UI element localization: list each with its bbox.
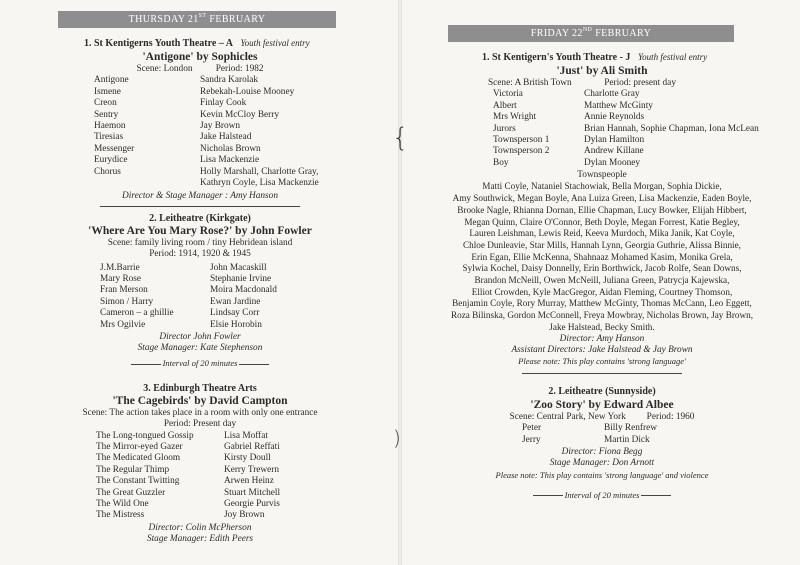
cast-actor: Kevin McCloy Berry	[200, 109, 280, 120]
townspeople-line: Amy Southwick, Megan Boyle, Ana Luiza Green, Lisa Mackenzie, Eaden Boyle,	[452, 193, 752, 204]
cast-actor: Lisa Moffat	[224, 430, 268, 441]
header-ordinal: ND	[582, 26, 593, 33]
cast-role: Creon	[94, 98, 117, 109]
cast-actor: Joy Brown	[224, 510, 265, 521]
cast-list	[493, 89, 772, 169]
cast-role: Boy	[493, 157, 509, 168]
cast-role: Cameron – a ghillie	[100, 308, 174, 319]
townspeople-line: Chloe Dunleavie, Star Mills, Hannah Lynn, Georgia Guthrie, Alissa Binnie,	[463, 239, 741, 250]
cast-role: The Great Guzzler	[96, 487, 166, 498]
townspeople-line: Benjamin Coyle, Rory Murray, Matthew McGinty, Thomas McCann, Leo Eggett,	[452, 298, 752, 309]
cast-role: Jerry	[522, 434, 541, 445]
section-divider	[100, 206, 300, 207]
cast-role: Messenger	[94, 143, 135, 154]
group-name: 1. St Kentigern's Youth Theatre - J	[482, 52, 631, 63]
cast-actor: Andrew Killane	[584, 146, 644, 157]
cast-role: Townsperson 1	[493, 135, 550, 146]
interval-notice	[432, 490, 772, 501]
scene-text: Scene: A British Town	[488, 78, 572, 89]
director-credit: Director: Amy Hanson	[559, 333, 645, 344]
scene-text: Scene: family living room / tiny Hebridean island	[107, 238, 293, 249]
divider-left	[533, 495, 563, 496]
cast-actor: Ewan Jardine	[210, 296, 261, 307]
interval-notice	[30, 358, 370, 369]
header-ordinal: ST	[198, 12, 207, 19]
cast-role: The Mirror-eyed Gazer	[96, 442, 183, 453]
cast-actor: Nicholas Brown	[200, 143, 261, 154]
friday-header	[448, 25, 734, 42]
play-title: 'Where Are You Mary Rose?' by John Fowler	[88, 225, 312, 238]
cast-actor: Kathryn Coyle, Lisa Mackenzie	[200, 178, 319, 189]
cast-actor: Kerry Trewern	[224, 464, 279, 475]
townspeople-line: Jake Halstead, Becky Smith.	[549, 321, 655, 332]
director-credit: Director & Stage Manager : Amy Hanson	[122, 191, 278, 202]
cast-actor: Martin Dick	[604, 434, 650, 445]
cast-actor: Gabriel Reffati	[224, 442, 280, 453]
cast-actor: Arwen Heinz	[224, 476, 274, 487]
period-text: Period: Present day	[163, 419, 237, 430]
cast-role: The Long-tongued Gossip	[96, 430, 194, 441]
director-credit: Director: Colin McPherson	[148, 522, 252, 533]
cast-actor: Finlay Cook	[200, 98, 247, 109]
scene-period	[30, 64, 370, 75]
cast-role: Fran Merson	[100, 285, 148, 296]
interval-text: Interval of 20 minutes	[162, 358, 238, 369]
cast-role: Peter	[522, 423, 542, 434]
header-month: FEBRUARY	[206, 14, 266, 25]
cast-role: Simon / Harry	[100, 296, 154, 307]
cast-list	[522, 423, 772, 446]
play-group	[66, 38, 370, 49]
period-text: Period: present day	[604, 78, 676, 89]
cast-role: Antigone	[94, 75, 129, 86]
play-group	[482, 52, 772, 63]
townspeople-line: Elliot Crowden, Kyle MacGregor, Aidan Fleming, Courtney Thomson,	[471, 286, 733, 297]
scene-period	[488, 78, 772, 89]
entry-note: Youth festival entry	[240, 38, 310, 48]
cast-actor: Lisa Mackenzie	[200, 155, 260, 166]
townspeople-line: Lauren Leishman, Lewis Reid, Keeva Murdoch, Mika Janik, Kat Coyle,	[469, 228, 735, 239]
cast-actor: Georgie Purvis	[224, 499, 280, 510]
scene-text: Scene: The action takes place in a room with only one entrance	[82, 408, 318, 419]
cast-role: The Medicated Gloom	[96, 453, 181, 464]
language-notice: Please note: This play contains 'strong language' and violence	[495, 469, 709, 480]
period-text: Period: 1982	[215, 64, 264, 75]
cast-role: Eurydice	[94, 155, 128, 166]
cast-role: Victoria	[493, 89, 523, 100]
townspeople-line: Erin Egan, Ellie McKenna, Shahnaaz Mohamed Kasim, Monika Grela,	[471, 251, 733, 262]
cast-list	[100, 263, 370, 331]
section-divider	[522, 373, 682, 374]
cast-role: The Constant Twitting	[96, 476, 180, 487]
play-group: 3. Edinburgh Theatre Arts	[143, 383, 257, 394]
divider-left	[131, 364, 161, 365]
scene-text: Scene: London	[136, 64, 193, 75]
cast-actor: Annie Reynolds	[584, 112, 645, 123]
cast-actor: Stuart Mitchell	[224, 487, 281, 498]
friday-play-2	[432, 386, 772, 501]
thursday-play-1	[30, 38, 370, 207]
thursday-play-2	[30, 213, 370, 370]
friday-play-1	[432, 52, 772, 374]
cast-role: Jurors	[493, 123, 516, 134]
cast-actor: Dylan Mooney	[584, 157, 641, 168]
cast-role: Albert	[493, 100, 517, 111]
cast-role: Mary Rose	[100, 274, 142, 285]
thursday-play-3	[20, 383, 380, 545]
cast-list	[94, 75, 370, 189]
cast-actor: Holly Marshall, Charlotte Gray,	[200, 166, 319, 177]
header-day: THURSDAY 21	[128, 14, 199, 25]
play-group: 2. Leitheatre (Kirkgate)	[149, 213, 251, 224]
cast-role: Townsperson 2	[493, 146, 550, 157]
play-group: 2. Leitheatre (Sunnyside)	[548, 386, 656, 397]
cast-role: Mrs Wright	[493, 112, 537, 123]
language-notice: Please note: This play contains 'strong language'	[518, 356, 686, 366]
cast-actor: Sandra Karolak	[200, 75, 259, 86]
townspeople-list	[432, 181, 772, 333]
cast-actor: Stephanie Irvine	[210, 274, 272, 285]
entry-note: Youth festival entry	[637, 52, 708, 62]
assistant-directors-credit: Assistant Directors: Jake Halstead & Jay Brown	[511, 344, 693, 355]
townspeople-line: Roza Bilinska, Gordon McConnell, Freya Mowbray, Nicholas Brown, Jay Brown,	[450, 310, 754, 321]
stage-manager-credit: Stage Manager: Don Arnott	[549, 458, 655, 469]
cast-actor: Elsie Horobin	[210, 319, 262, 330]
cast-actor: Jake Halstead	[200, 132, 252, 143]
cast-actor: Charlotte Gray	[584, 89, 640, 100]
cast-actor: Billy Renfrew	[604, 423, 657, 434]
cast-role: Tiresias	[94, 132, 124, 143]
play-title: 'Antigone' by Sophicles	[142, 51, 258, 64]
cast-role: Sentry	[94, 109, 119, 120]
cast-actor: Matthew McGinty	[584, 100, 653, 111]
townspeople-heading: Townspeople	[577, 170, 627, 181]
cast-role: The Wild One	[96, 499, 149, 510]
play-title: 'Zoo Story' by Edward Albee	[530, 399, 674, 412]
header-day: FRIDAY 22	[530, 28, 583, 39]
scene-text: Scene: Central Park, New York	[509, 412, 626, 423]
divider-right	[239, 364, 269, 365]
play-title: 'The Cagebirds' by David Campton	[112, 395, 288, 408]
group-name: 1. St Kentigerns Youth Theatre – A	[84, 38, 233, 49]
cast-list	[96, 431, 380, 522]
cast-role: Haemon	[94, 121, 126, 132]
play-title: 'Just' by Ali Smith	[556, 65, 648, 78]
fold-bracket-top: {	[392, 123, 409, 153]
cast-role: The Regular Thimp	[96, 464, 170, 475]
townspeople-line: Megan Quinn, Claire O'Connor, Beth Doyle, Megan Forrest, Katie Begley,	[464, 216, 740, 227]
stage-manager-credit: Stage Manager: Kate Stephenson	[137, 343, 263, 354]
scene-period	[432, 412, 772, 423]
cast-role: J.M.Barrie	[100, 262, 140, 273]
period-text: Period: 1960	[646, 412, 695, 423]
cast-actor: Moira Macdonald	[210, 285, 277, 296]
stage-manager-credit: Stage Manager: Edith Peers	[146, 534, 254, 545]
director-credit: Director John Fowler	[159, 332, 241, 343]
cast-role: Ismene	[94, 86, 121, 97]
header-month: FEBRUARY	[592, 28, 652, 39]
director-credit: Director: Fiona Begg	[561, 447, 643, 458]
cast-actor: Lindsay Corr	[210, 308, 260, 319]
cast-role: Chorus	[94, 166, 121, 177]
cast-actor: Rebekah-Louise Mooney	[200, 86, 295, 97]
townspeople-line: Brooke Nagle, Rhianna Dornan, Ellie Chapman, Lucy Bowker, Elijah Hibbert,	[457, 204, 747, 215]
thursday-header	[58, 11, 336, 28]
cast-actor: Brian Hannah, Sophie Chapman, Iona McLean	[584, 123, 759, 134]
fold-bracket-bottom: )	[393, 426, 401, 450]
cast-role: Mrs Ogilvie	[100, 319, 146, 330]
townspeople-line: Matti Coyle, Nataniel Stachowiak, Bella Morgan, Sophia Dickie,	[482, 181, 722, 192]
cast-actor: Dylan Hamilton	[584, 135, 645, 146]
cast-role	[94, 178, 200, 189]
cast-role: The Mistress	[96, 510, 145, 521]
period-text: Period: 1914, 1920 & 1945	[149, 249, 251, 260]
interval-text: Interval of 20 minutes	[564, 489, 640, 500]
cast-actor: Kirsty Doull	[224, 453, 271, 464]
divider-right	[641, 495, 671, 496]
cast-actor: John Macaskill	[210, 262, 267, 273]
townspeople-line: Sylwia Kochel, Daisy Donnelly, Erin Borthwick, Jacob Rolfe, Sean Downs,	[462, 263, 742, 274]
townspeople-line: Brandon McNeill, Owen McNeill, Juliana Green, Patrycja Kajewska,	[474, 275, 730, 286]
cast-actor: Jay Brown	[200, 121, 241, 132]
